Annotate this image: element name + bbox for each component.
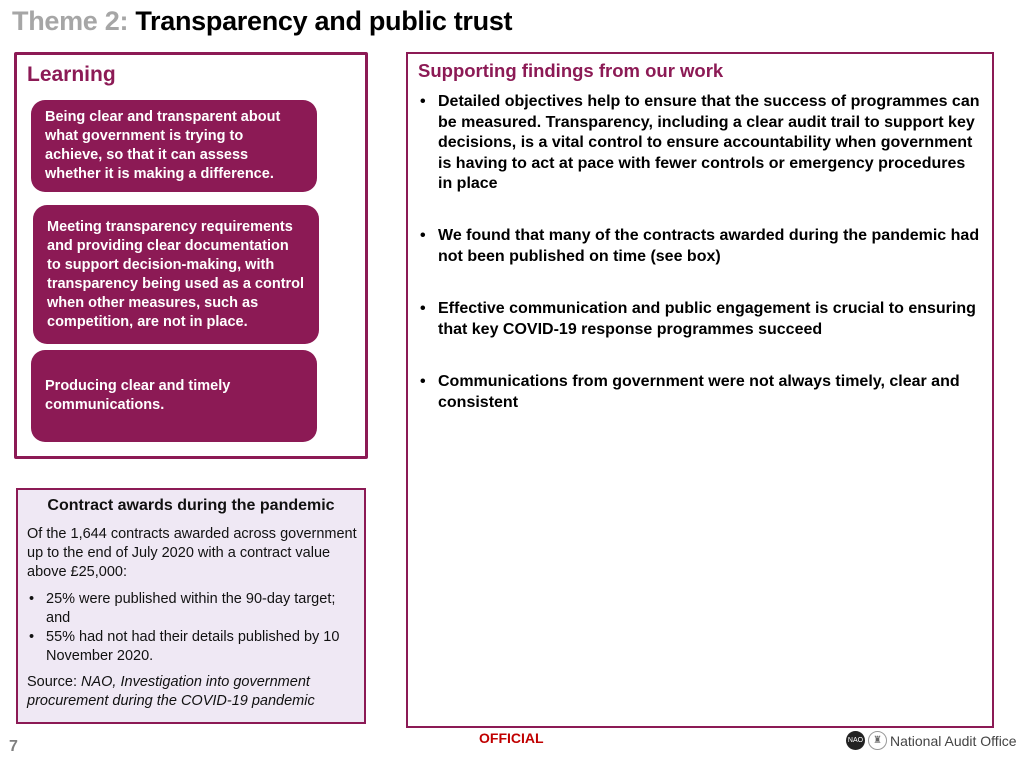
contract-item-text: 25% were published within the 90-day target; and [46,591,336,626]
contract-box [16,488,366,724]
learning-heading: Learning [27,63,116,86]
crest-icon: ♜ [868,731,887,750]
bullet-icon: • [420,373,426,390]
finding-item [420,299,982,340]
bullet-icon: • [420,93,426,110]
source-label: Source: [27,674,77,690]
finding-text: We found that many of the contracts awarded during the pandemic had not been published on time (see box) [438,227,980,265]
bullet-icon: • [29,591,35,607]
contract-item-text: 55% had not had their details published by 10 November 2020. [46,629,340,664]
contract-heading: Contract awards during the pandemic [47,497,335,514]
finding-item [420,372,982,413]
source-text: NAO, Investigation into government procurement during the COVID-19 pandemic [27,674,315,709]
contract-intro: Of the 1,644 contracts awarded across government up to the end of July 2020 with a contract value above £25,000: [27,526,357,580]
bullet-icon: • [29,629,35,645]
findings-heading: Supporting findings from our work [418,60,724,81]
finding-text: Effective communication and public engagement is crucial to ensuring that key COVID-19 response programmes succeed [438,300,976,338]
logo-text: National Audit Office [890,732,1017,749]
bullet-icon: • [420,300,426,317]
theme-title: Transparency and public trust [135,6,513,36]
nao-badge-icon: NAO [846,731,865,750]
contract-item [27,628,356,666]
theme-label: Theme 2: [12,6,129,36]
page-title [12,6,512,37]
learning-panel [14,52,368,459]
finding-text: Detailed objectives help to ensure that the success of programmes can be measured. Transparency, including a clear audit trail to support key decisions, is a vital control to ensure accountability when government is having to act at pace with fewer controls or emergency procedures in place [438,93,980,192]
finding-item [420,92,982,195]
classification-label: OFFICIAL [479,730,544,746]
finding-text: Communications from government were not always timely, clear and consistent [438,373,960,411]
learning-card: Meeting transparency requirements and providing clear documentation to support decision-making, with transparency being used as a control when other measures, such as competition, are not in place. [33,205,319,344]
learning-card: Producing clear and timely communications. [31,350,317,442]
bullet-icon: • [420,227,426,244]
contract-source [27,673,357,711]
learning-card: Being clear and transparent about what government is trying to achieve, so that it can assess whether it is making a difference. [31,100,317,192]
finding-item [420,226,982,267]
findings-panel [406,52,994,728]
nao-logo [846,731,1017,750]
page-number: 7 [9,738,18,755]
contract-item [27,590,356,628]
